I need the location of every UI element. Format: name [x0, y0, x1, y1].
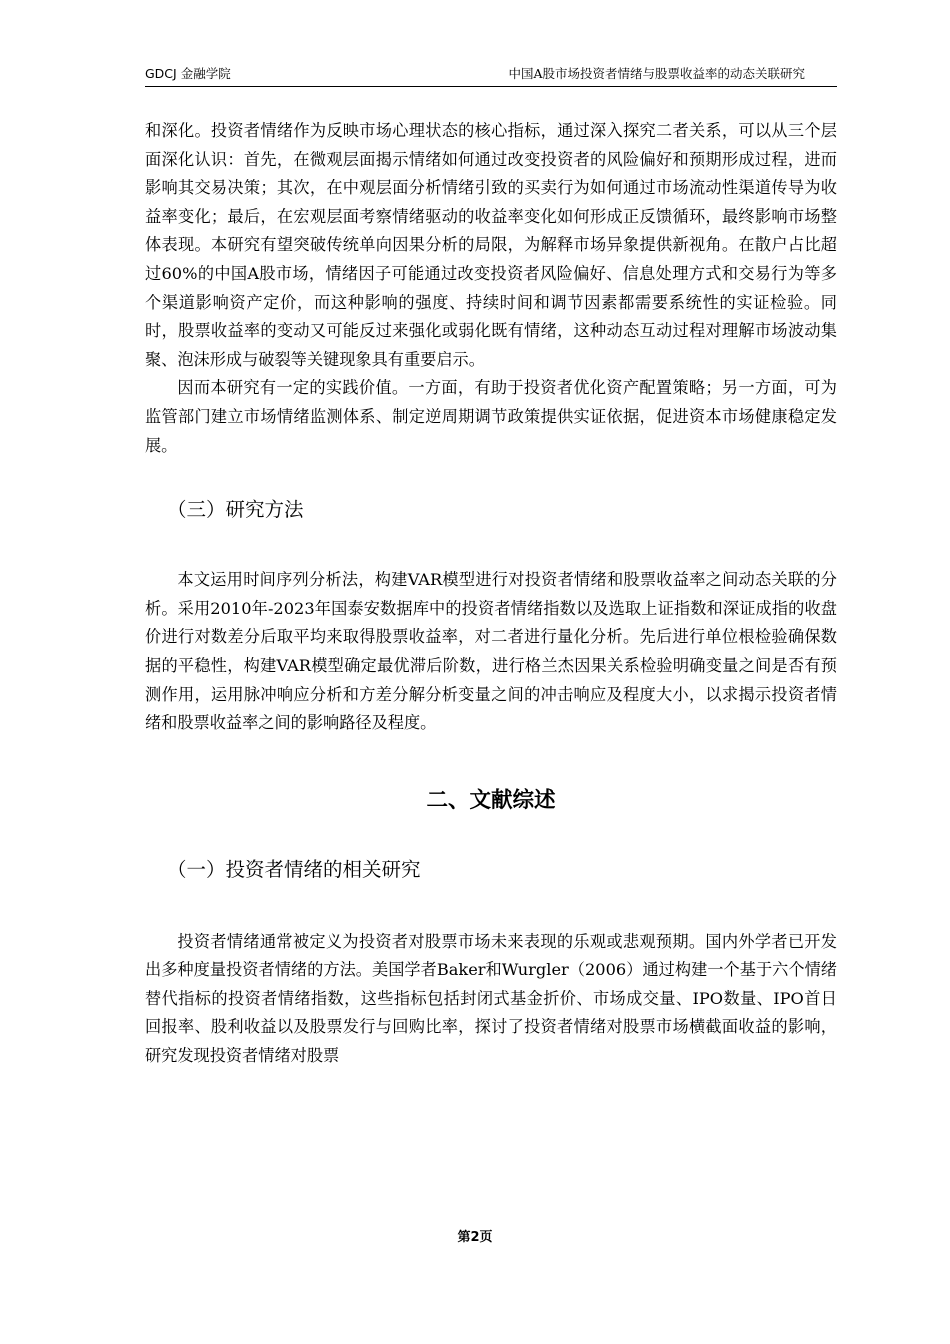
paragraph-practical-value: 因而本研究有一定的实践价值。一方面，有助于投资者优化资产配置策略；另一方面，可为监管部门建立市场情绪监测体系、制定逆周期调节政策提供实证依据，促进资本市场健康稳定发展。 [145, 378, 837, 455]
section-heading-sentiment-research: （一）投资者情绪的相关研究 [167, 857, 421, 881]
header-paper-title: 中国A股市场投资者情绪与股票收益率的动态关联研究 [508, 66, 805, 81]
page-content [145, 117, 837, 1071]
chapter-heading-literature-review: 二、文献综述 [426, 787, 556, 813]
paragraph-research-method: 本文运用时间序列分析法，构建VAR模型进行对投资者情绪和股票收益率之间动态关联的分析。采用2010年-2023年国泰安数据库中的投资者情绪指数以及选取上证指数和深证成指的收盘价进行对数差分后取平均来取得股票收益率，对二者进行量化分析。先后进行单位根检验确保数据的平稳性，构建VAR模型确定最优滞后阶数，进行格兰杰因果关系检验明确变量之间是否有预测作用，运用脉冲响应分析和方差分解分析变量之间的冲击响应及程度大小，以求揭示投资者情绪和股票收益率之间的影响路径及程度。 [145, 570, 837, 733]
page-number: 第2页 [457, 1230, 493, 1245]
running-header [145, 64, 837, 87]
section-heading-research-method: （三）研究方法 [167, 498, 304, 522]
header-institution: GDCJ 金融学院 [145, 66, 231, 81]
paragraph-sentiment-definition: 投资者情绪通常被定义为投资者对股票市场未来表现的乐观或悲观预期。国内外学者已开发出多种度量投资者情绪的方法。美国学者Baker和Wurgler（2006）通过构建一个基于六个情绪替代指标的投资者情绪指数，这些指标包括封闭式基金折价、市场成交量、IPO数量、IPO首日回报率、股利收益以及股票发行与回购比率，探讨了投资者情绪对股票市场横截面收益的影响，研究发现投资者情绪对股票 [145, 931, 837, 1066]
paragraph-research-significance: 和深化。投资者情绪作为反映市场心理状态的核心指标，通过深入探究二者关系，可以从三个层面深化认识：首先，在微观层面揭示情绪如何通过改变投资者的风险偏好和预期形成过程，进而影响其交易决策；其次，在中观层面分析情绪引致的买卖行为如何通过市场流动性渠道传导为收益率变化；最后，在宏观层面考察情绪驱动的收益率变化如何形成正反馈循环，最终影响市场整体表现。本研究有望突破传统单向因果分析的局限，为解释市场异象提供新视角。在散户占比超过60%的中国A股市场，情绪因子可能通过改变投资者风险偏好、信息处理方式和交易行为等多个渠道影响资产定价，而这种影响的强度、持续时间和调节因素都需要系统性的实证检验。同时，股票收益率的变动又可能反过来强化或弱化既有情绪，这种动态互动过程对理解市场波动集聚、泡沫形成与破裂等关键现象具有重要启示。 [145, 121, 837, 369]
